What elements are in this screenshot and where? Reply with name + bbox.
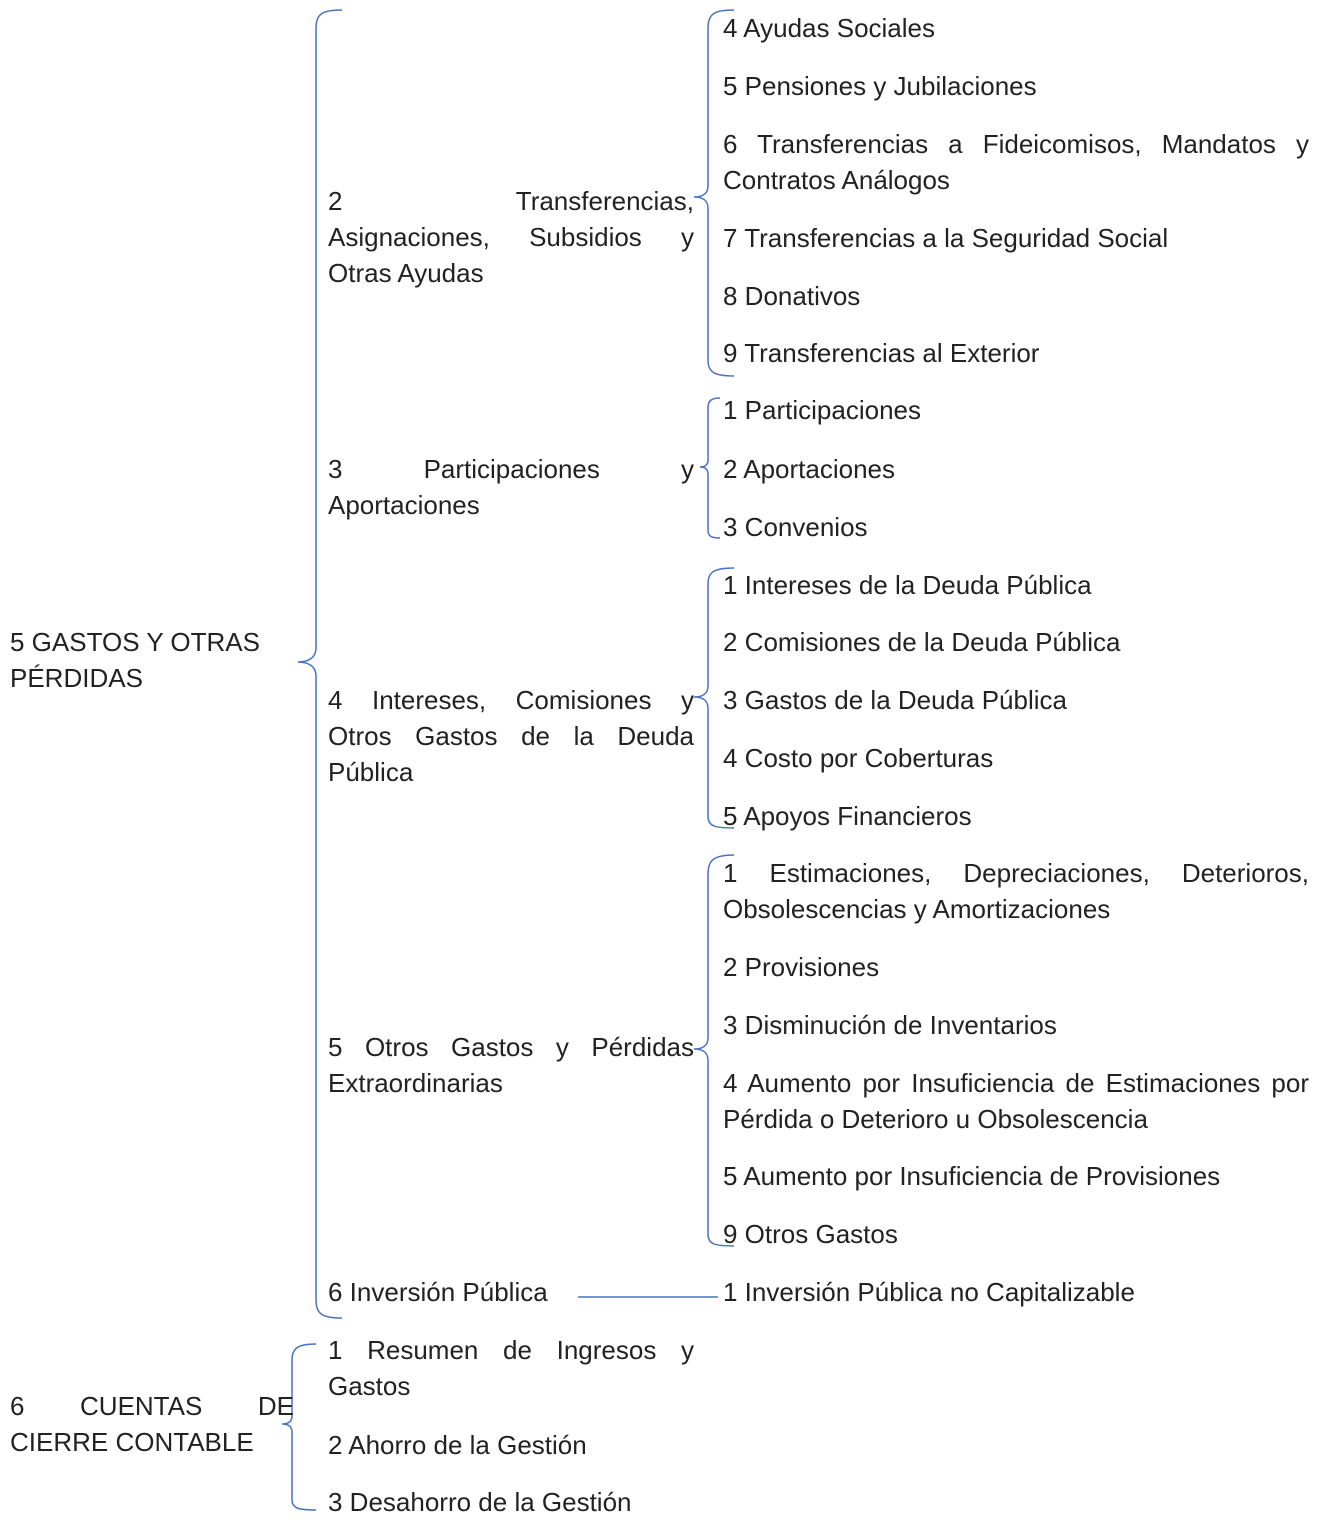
leaf-item: 1 Participaciones	[723, 395, 921, 425]
leaf-item: 5 Aumento por Insuficiencia de Provisiones	[723, 1161, 1221, 1191]
group-transferencias: 2 Transferencias, Asignaciones, Subsidios y Otras Ayudas	[328, 186, 694, 288]
group-inversion: 6 Inversión Pública	[328, 1277, 548, 1307]
leaf-item: 3 Gastos de la Deuda Pública	[723, 685, 1067, 715]
leaf-item: 5 Pensiones y Jubilaciones	[723, 71, 1037, 101]
leaf-item: 2 Aportaciones	[723, 454, 896, 484]
leaf-item: 1 Inversión Pública no Capitalizable	[723, 1277, 1135, 1307]
leaf-item: 7 Transferencias a la Seguridad Social	[723, 223, 1169, 253]
group-intereses: 4 Intereses, Comisiones y Otros Gastos de la Deuda Pública	[328, 685, 694, 787]
root-gastos: 5 GASTOS Y OTRAS PÉRDIDAS	[10, 627, 260, 693]
leaf-item: 1 Estimaciones, Depreciaciones, Deterioros, Obsolescencias y Amortizaciones	[723, 858, 1309, 924]
leaf-item: 8 Donativos	[723, 281, 861, 311]
cierre-item: 3 Desahorro de la Gestión	[328, 1487, 632, 1517]
leaf-item: 5 Apoyos Financieros	[723, 801, 972, 831]
leaf-item: 4 Costo por Coberturas	[723, 743, 994, 773]
leaf-item: 4 Aumento por Insuficiencia de Estimaciones por Pérdida o Deterioro u Obsolescencia	[723, 1068, 1309, 1134]
group-otros-gastos: 5 Otros Gastos y Pérdidas Extraordinarias	[328, 1032, 694, 1098]
leaf-item: 9 Otros Gastos	[723, 1219, 898, 1249]
leaf-item: 2 Comisiones de la Deuda Pública	[723, 627, 1121, 657]
leaf-item: 4 Ayudas Sociales	[723, 13, 935, 43]
leaf-item: 9 Transferencias al Exterior	[723, 338, 1040, 368]
group-participaciones: 3 Participaciones y Aportaciones	[328, 454, 694, 520]
leaf-item: 1 Intereses de la Deuda Pública	[723, 570, 1092, 600]
leaf-item: 3 Disminución de Inventarios	[723, 1010, 1057, 1040]
cierre-item: 2 Ahorro de la Gestión	[328, 1430, 587, 1460]
bracket-participaciones	[700, 398, 720, 538]
root-cierre: 6 CUENTAS DE CIERRE CONTABLE	[10, 1391, 294, 1457]
leaf-item: 3 Convenios	[723, 512, 868, 542]
leaf-item: 6 Transferencias a Fideicomisos, Mandatos y Contratos Análogos	[723, 129, 1309, 195]
leaf-item: 2 Provisiones	[723, 952, 880, 982]
cierre-item: 1 Resumen de Ingresos y Gastos	[328, 1335, 694, 1401]
